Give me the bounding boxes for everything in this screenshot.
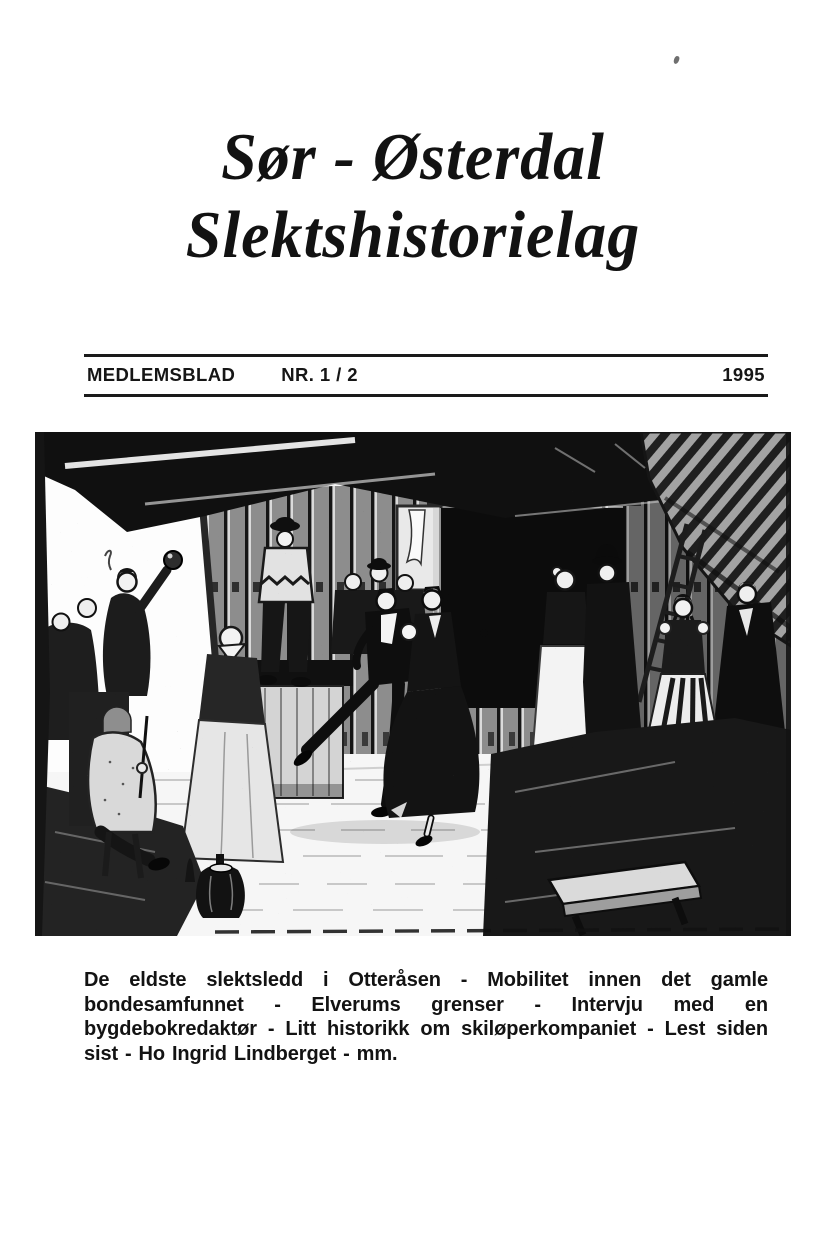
page-title-line2: Slektshistorielag <box>185 197 641 272</box>
issue-year-label: 1995 <box>722 364 765 385</box>
page-title-line1: Sør - Østerdal <box>221 119 605 194</box>
issue-number-label: NR. 1 / 2 <box>281 364 358 385</box>
folk-dance-scene <box>35 432 791 936</box>
contents-summary: De eldste slektsledd i Otteråsen - Mobilitet innen det gamle bondesamfunnet - Elverums grenser - Intervju med en bygdebokredaktør - Litt historikk om skiløperkompaniet - Lest siden sist - Ho Ingrid Lindberget - mm. <box>84 969 768 1065</box>
scan-grain <box>35 432 791 936</box>
page-title <box>0 118 826 274</box>
issue-bar <box>84 354 768 397</box>
scan-speck <box>673 55 680 64</box>
cover-illustration <box>35 432 791 936</box>
publication-type-label: MEDLEMSBLAD <box>87 364 236 385</box>
